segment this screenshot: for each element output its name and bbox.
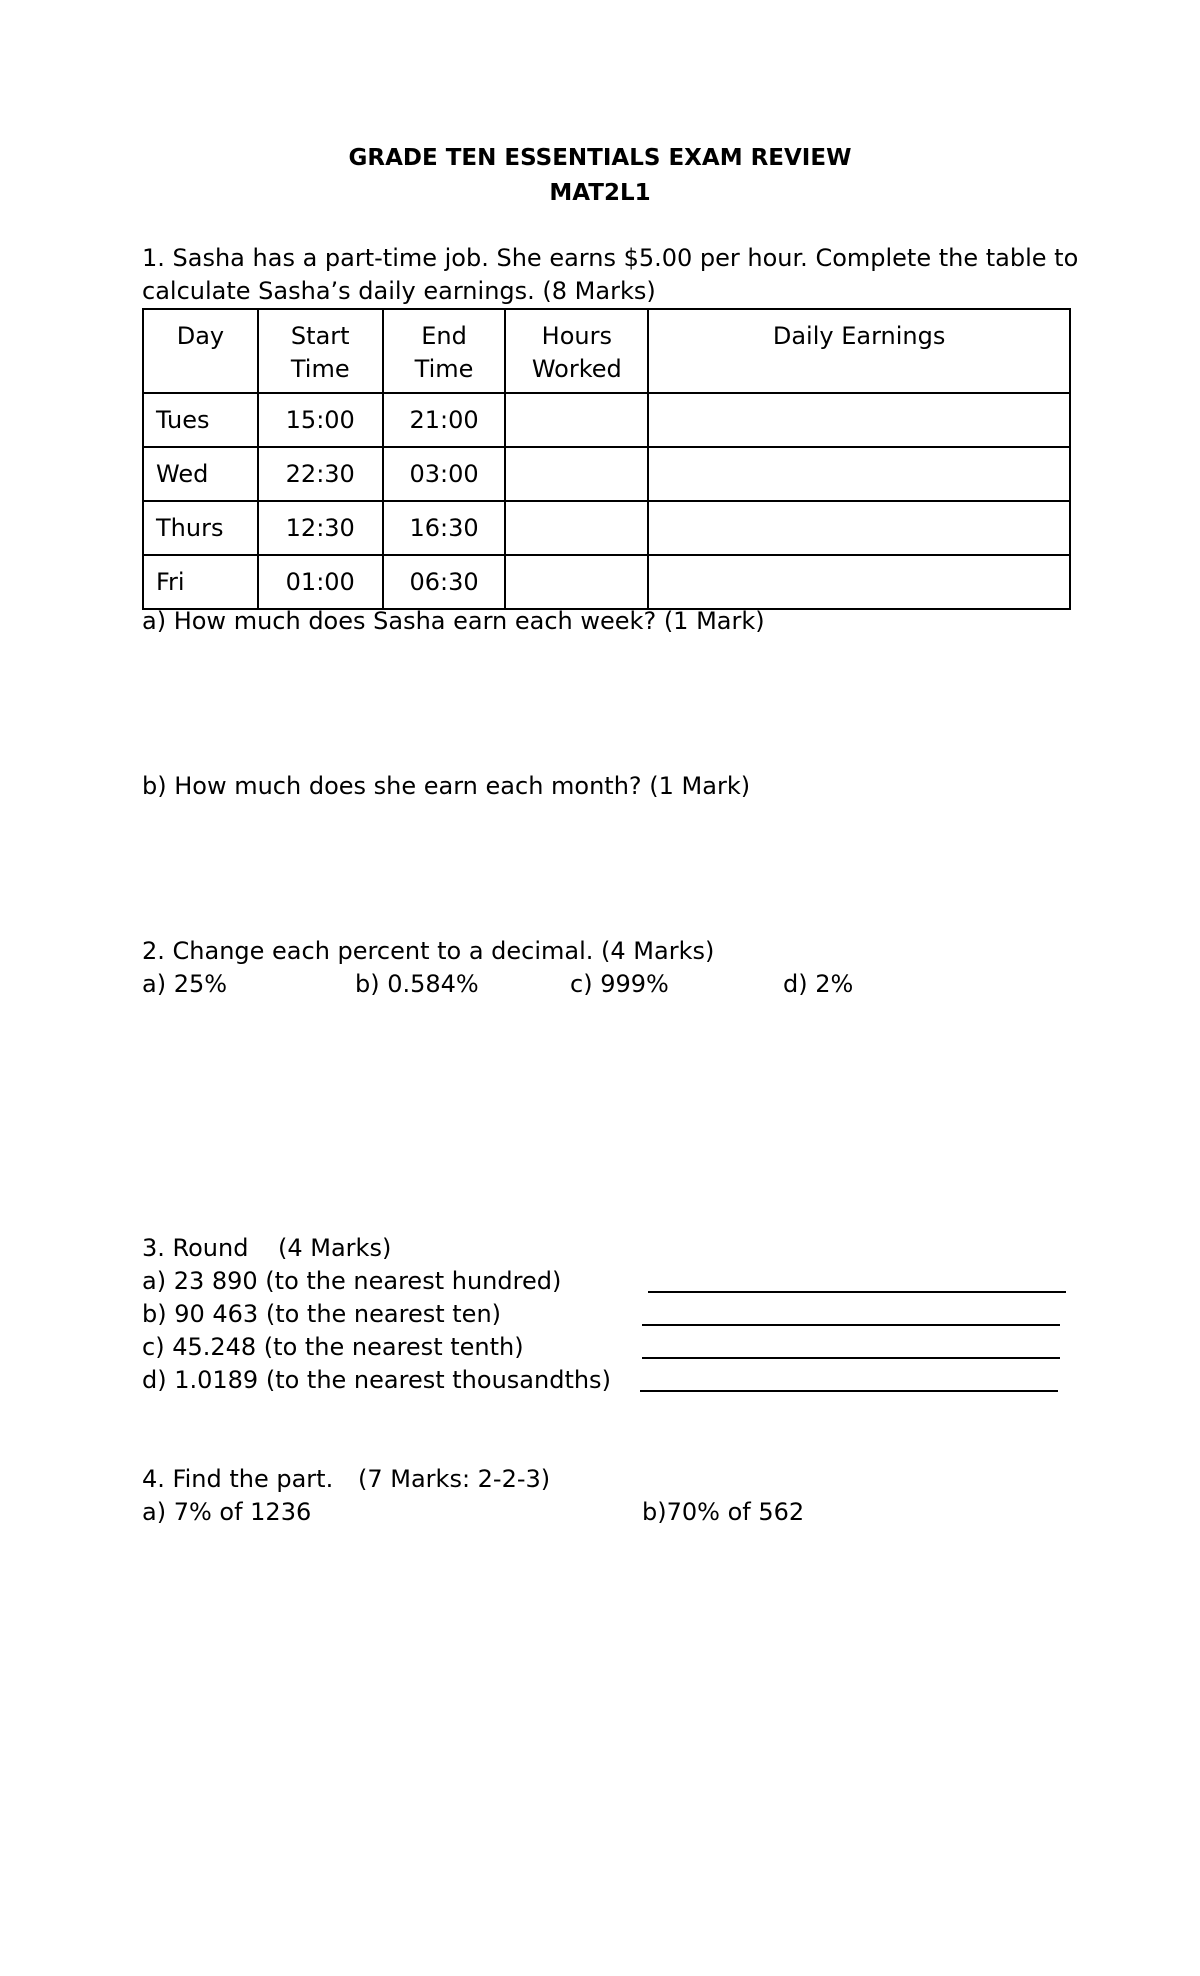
cell-daily-earnings[interactable] (648, 501, 1070, 555)
page-title: GRADE TEN ESSENTIALS EXAM REVIEW (348, 145, 852, 171)
header-end-time: End Time (383, 309, 506, 393)
q3-item-b: b) 90 463 (to the nearest ten) (142, 1300, 502, 1328)
cell-start-time: 12:30 (258, 501, 383, 555)
answer-line-c[interactable] (642, 1357, 1060, 1359)
q2-item-d: d) 2% (783, 970, 854, 998)
q1-prompt-line-1: 1. Sasha has a part-time job. She earns $5.00 per hour. Complete the table to (142, 244, 1079, 272)
q1-prompt-line-2: calculate Sasha’s daily earnings. (8 Marks) (142, 277, 656, 305)
cell-start-time: 15:00 (258, 393, 383, 447)
cell-end-time: 21:00 (383, 393, 506, 447)
cell-end-time: 16:30 (383, 501, 506, 555)
header-day: Day (143, 309, 258, 393)
cell-day: Thurs (143, 501, 258, 555)
course-code: MAT2L1 (549, 180, 651, 206)
answer-line-a[interactable] (648, 1291, 1066, 1293)
q1-part-a: a) How much does Sasha earn each week? (1 Mark) (142, 607, 765, 635)
cell-daily-earnings[interactable] (648, 555, 1070, 609)
q2-item-b: b) 0.584% (355, 970, 479, 998)
q3-item-a: a) 23 890 (to the nearest hundred) (142, 1267, 562, 1295)
q4-prompt-label: 4. Find the part. (142, 1465, 334, 1493)
q3-item-d: d) 1.0189 (to the nearest thousandths) (142, 1366, 611, 1394)
answer-line-d[interactable] (640, 1390, 1058, 1392)
cell-hours-worked[interactable] (505, 447, 648, 501)
q2-prompt: 2. Change each percent to a decimal. (4 Marks) (142, 937, 715, 965)
table-row (143, 501, 1070, 555)
table-header-row (143, 309, 1070, 393)
header-start-time: Start Time (258, 309, 383, 393)
cell-day: Wed (143, 447, 258, 501)
q4-item-a: a) 7% of 1236 (142, 1498, 312, 1526)
cell-end-time: 03:00 (383, 447, 506, 501)
q4-prompt-marks: (7 Marks: 2-2-3) (358, 1465, 551, 1493)
q3-prompt-label: 3. Round (142, 1234, 249, 1262)
table-row (143, 447, 1070, 501)
cell-hours-worked[interactable] (505, 393, 648, 447)
q1-part-b: b) How much does she earn each month? (1 Mark) (142, 772, 751, 800)
earnings-table (142, 308, 1071, 610)
cell-daily-earnings[interactable] (648, 447, 1070, 501)
header-hours-worked: Hours Worked (505, 309, 648, 393)
table-row (143, 393, 1070, 447)
cell-hours-worked[interactable] (505, 555, 648, 609)
q2-item-c: c) 999% (570, 970, 669, 998)
cell-daily-earnings[interactable] (648, 393, 1070, 447)
cell-day: Tues (143, 393, 258, 447)
answer-line-b[interactable] (642, 1324, 1060, 1326)
cell-day: Fri (143, 555, 258, 609)
table-row (143, 555, 1070, 609)
q3-item-c: c) 45.248 (to the nearest tenth) (142, 1333, 524, 1361)
q4-item-b: b)70% of 562 (642, 1498, 805, 1526)
cell-start-time: 01:00 (258, 555, 383, 609)
q3-prompt-marks: (4 Marks) (278, 1234, 392, 1262)
cell-hours-worked[interactable] (505, 501, 648, 555)
cell-end-time: 06:30 (383, 555, 506, 609)
cell-start-time: 22:30 (258, 447, 383, 501)
header-daily-earnings: Daily Earnings (648, 309, 1070, 393)
q2-item-a: a) 25% (142, 970, 228, 998)
